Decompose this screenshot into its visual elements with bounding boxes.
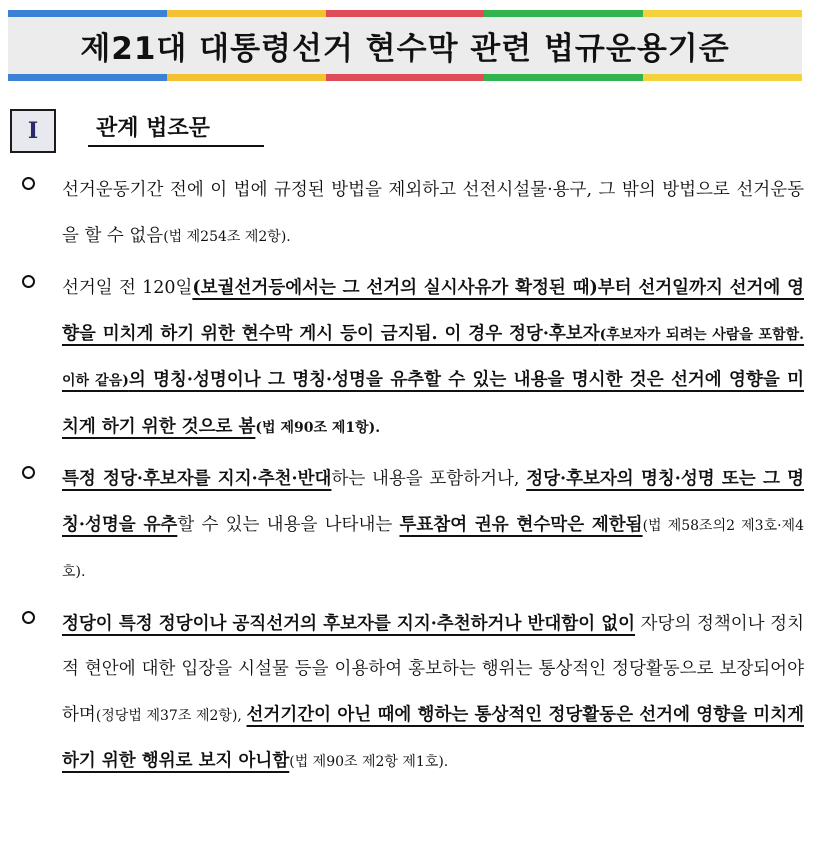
item-emphasis: 선거기간이 아닌 때에 행하는 통상적인 정당활동은 선거에 영향을 미치게 하기 위한 행위로 보지 아니함 <box>62 704 804 771</box>
banner-body <box>8 17 802 74</box>
list-item <box>22 168 804 260</box>
list-item <box>22 457 804 596</box>
item-body: 선거일 전 120일 <box>62 278 193 298</box>
item-text <box>62 266 804 451</box>
item-body: 선거운동기간 전에 이 법에 규정된 방법을 제외하고 선전시설물·용구, 그 밖의 방법으로 선거운동을 할 수 없음 <box>62 180 804 246</box>
section-title: 관계 법조문 <box>88 111 264 147</box>
circle-bullet-icon <box>22 466 35 479</box>
section-number: Ⅰ <box>10 109 56 153</box>
item-emphasis: 정당·후보자의 명칭·성명 또는 그 명칭·성명을 유추 <box>62 469 804 535</box>
section-header <box>10 109 270 157</box>
item-body: 자당의 정책이나 정치적 현안에 대한 입장을 시설물 등을 이용하여 홍보하는 행위는 통상적인 정당활동으로 보장되어야 하며 <box>62 613 804 725</box>
law-reference: (법 제90조 제2항 제1호). <box>289 754 449 770</box>
title-banner <box>8 10 802 81</box>
item-text <box>62 457 804 596</box>
law-reference: (정당법 제37조 제2항), <box>95 707 247 724</box>
item-emphasis: 특정 정당·후보자를 지지·추천·반대 <box>62 469 332 489</box>
item-emphasis: 투표참여 권유 현수막은 제한됨 <box>399 514 643 535</box>
banner-top-stripe <box>8 10 802 17</box>
law-reference: (법 제58조의2 제3호·제4호). <box>62 517 804 580</box>
law-reference: (후보자가 되려는 사람을 포함함. 이하 같음) <box>62 326 804 389</box>
law-reference: (법 제254조 제2항). <box>163 228 291 245</box>
list-item <box>22 602 804 786</box>
item-body: 하는 내용을 포함하거나, <box>331 469 527 489</box>
item-emphasis <box>62 278 804 437</box>
item-text <box>62 168 804 260</box>
item-emphasis: 정당이 특정 정당이나 공직선거의 후보자를 지지·추천하거나 반대함이 없이 <box>62 613 636 634</box>
page-title: 제21대 대통령선거 현수막 관련 법규운용기준 <box>80 31 730 67</box>
item-emphasis-text: (보궐선거등에서는 그 선거의 실시사유가 확정된 때)부터 선거일까지 선거에 영향을 미치게 하기 위한 현수막 게시 등이 금지됨. 이 경우 정당·후보자 <box>62 278 804 344</box>
circle-bullet-icon <box>22 275 35 288</box>
item-body: 할 수 있는 내용을 나타내는 <box>177 514 400 535</box>
circle-bullet-icon <box>22 177 35 190</box>
provisions-list <box>22 168 804 792</box>
item-emphasis-text: 의 명칭·성명이나 그 명칭·성명을 유추할 수 있는 내용을 명시한 것은 선거에 영향을 미치게 하기 위한 것으로 봄 <box>62 370 804 437</box>
circle-bullet-icon <box>22 611 35 624</box>
list-item <box>22 266 804 451</box>
banner-bottom-stripe <box>8 74 802 81</box>
item-text <box>62 602 804 786</box>
law-reference: (법 제90조 제1항). <box>255 419 381 436</box>
